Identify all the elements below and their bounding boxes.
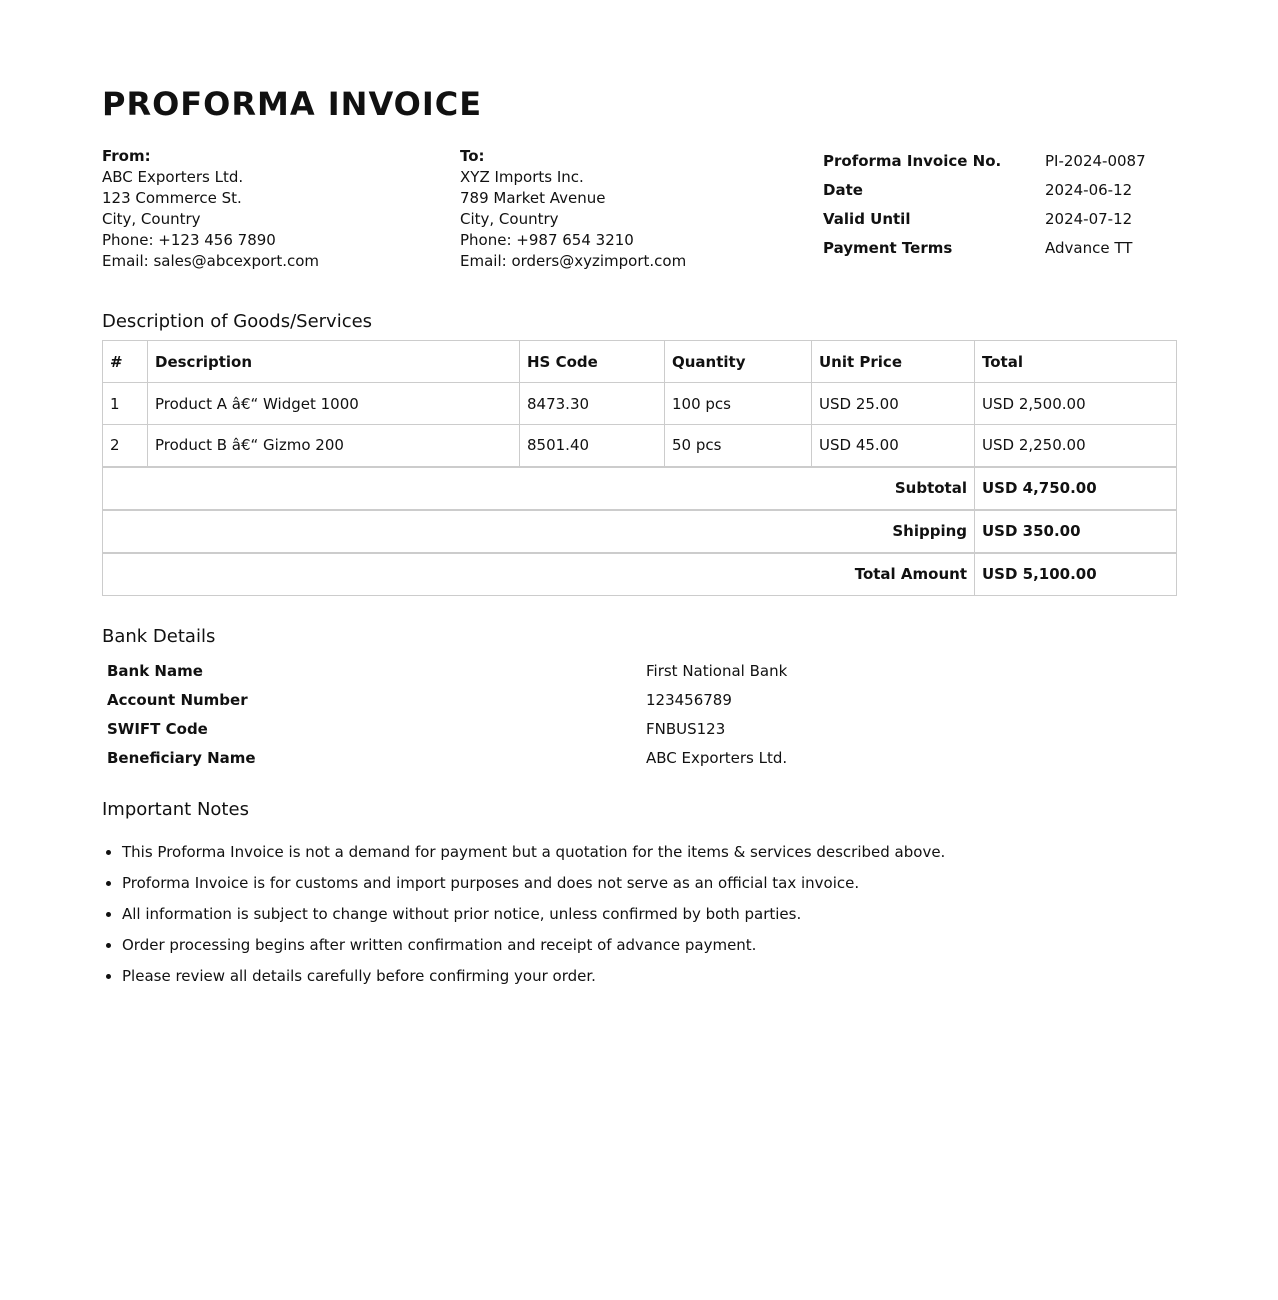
column-header-number: #: [103, 341, 148, 383]
from-street: 123 Commerce St.: [102, 189, 242, 207]
bank-label: Beneficiary Name: [107, 748, 256, 767]
to-company-name: XYZ Imports Inc.: [460, 168, 584, 186]
swift-code-value: FNBUS123: [646, 719, 726, 738]
from-company-name: ABC Exporters Ltd.: [102, 168, 244, 186]
meta-label: Proforma Invoice No.: [823, 151, 1002, 170]
from-email: Email: sales@abcexport.com: [102, 252, 320, 270]
cell-quantity: 100 pcs: [665, 383, 812, 425]
from-city: City, Country: [102, 210, 201, 228]
total-amount-value: USD 5,100.00: [975, 553, 1177, 596]
bank-label: Account Number: [107, 690, 248, 709]
shipping-row: [103, 510, 1177, 553]
invoice-date: 2024-06-12: [1045, 180, 1133, 199]
list-item: • Order processing begins after written confirmation and receipt of advance payment.: [122, 930, 945, 961]
column-header-unit-price: Unit Price: [812, 341, 975, 383]
total-amount-label: Total Amount: [103, 553, 975, 596]
account-number-value: 123456789: [646, 690, 732, 709]
meta-row-date: [823, 175, 1183, 204]
page-title: PROFORMA INVOICE: [102, 85, 483, 123]
total-amount-row: [103, 553, 1177, 596]
from-heading: From:: [102, 147, 151, 165]
valid-until-date: 2024-07-12: [1045, 209, 1133, 228]
cell-hs-code: 8473.30: [520, 383, 665, 425]
to-heading: To:: [460, 147, 485, 165]
to-phone: Phone: +987 654 3210: [460, 231, 634, 249]
subtotal-value: USD 4,750.00: [975, 467, 1177, 510]
invoice-meta: [823, 146, 1183, 262]
beneficiary-name-value: ABC Exporters Ltd.: [646, 748, 788, 767]
table-header-row: [103, 341, 1177, 383]
from-phone: Phone: +123 456 7890: [102, 231, 276, 249]
bank-row-swift-code: [102, 714, 1178, 743]
bank-name-value: First National Bank: [646, 661, 788, 680]
cell-total: USD 2,500.00: [975, 383, 1177, 425]
cell-unit-price: USD 45.00: [812, 425, 975, 467]
notes-section-title: Important Notes: [102, 799, 249, 820]
bank-row-beneficiary: [102, 743, 1178, 772]
subtotal-label: Subtotal: [103, 467, 975, 510]
to-address-block: [460, 146, 686, 272]
table-row: [103, 425, 1177, 467]
list-item: • This Proforma Invoice is not a demand for payment but a quotation for the items & services described above.: [122, 837, 945, 868]
bank-section-title: Bank Details: [102, 626, 216, 647]
meta-row-invoice-no: [823, 146, 1183, 175]
bank-label: Bank Name: [107, 661, 203, 680]
notes-list: [102, 837, 945, 992]
to-street: 789 Market Avenue: [460, 189, 606, 207]
invoice-number: PI-2024-0087: [1045, 151, 1146, 170]
to-city: City, Country: [460, 210, 559, 228]
from-address-block: [102, 146, 319, 272]
cell-description: Product B â€“ Gizmo 200: [148, 425, 520, 467]
cell-total: USD 2,250.00: [975, 425, 1177, 467]
cell-unit-price: USD 25.00: [812, 383, 975, 425]
payment-terms: Advance TT: [1045, 238, 1133, 257]
cell-quantity: 50 pcs: [665, 425, 812, 467]
cell-number: 1: [103, 383, 148, 425]
cell-description: Product A â€“ Widget 1000: [148, 383, 520, 425]
table-row: [103, 383, 1177, 425]
cell-hs-code: 8501.40: [520, 425, 665, 467]
subtotal-row: [103, 467, 1177, 510]
bank-details-table: [102, 656, 1178, 772]
goods-section-title: Description of Goods/Services: [102, 311, 373, 332]
meta-label: Valid Until: [823, 209, 911, 228]
column-header-hs-code: HS Code: [520, 341, 665, 383]
shipping-label: Shipping: [103, 510, 975, 553]
list-item: • Proforma Invoice is for customs and import purposes and does not serve as an official tax invoice.: [122, 868, 945, 899]
goods-table: [102, 340, 1177, 596]
list-item: • Please review all details carefully before confirming your order.: [122, 961, 945, 992]
column-header-quantity: Quantity: [665, 341, 812, 383]
bank-row-account-number: [102, 685, 1178, 714]
bank-row-bank-name: [102, 656, 1178, 685]
cell-number: 2: [103, 425, 148, 467]
meta-row-valid-until: [823, 204, 1183, 233]
meta-label: Payment Terms: [823, 238, 953, 257]
shipping-value: USD 350.00: [975, 510, 1177, 553]
column-header-total: Total: [975, 341, 1177, 383]
list-item: • All information is subject to change without prior notice, unless confirmed by both parties.: [122, 899, 945, 930]
to-email: Email: orders@xyzimport.com: [460, 252, 687, 270]
meta-label: Date: [823, 180, 863, 199]
column-header-description: Description: [148, 341, 520, 383]
meta-row-payment-terms: [823, 233, 1183, 262]
bank-label: SWIFT Code: [107, 719, 208, 738]
